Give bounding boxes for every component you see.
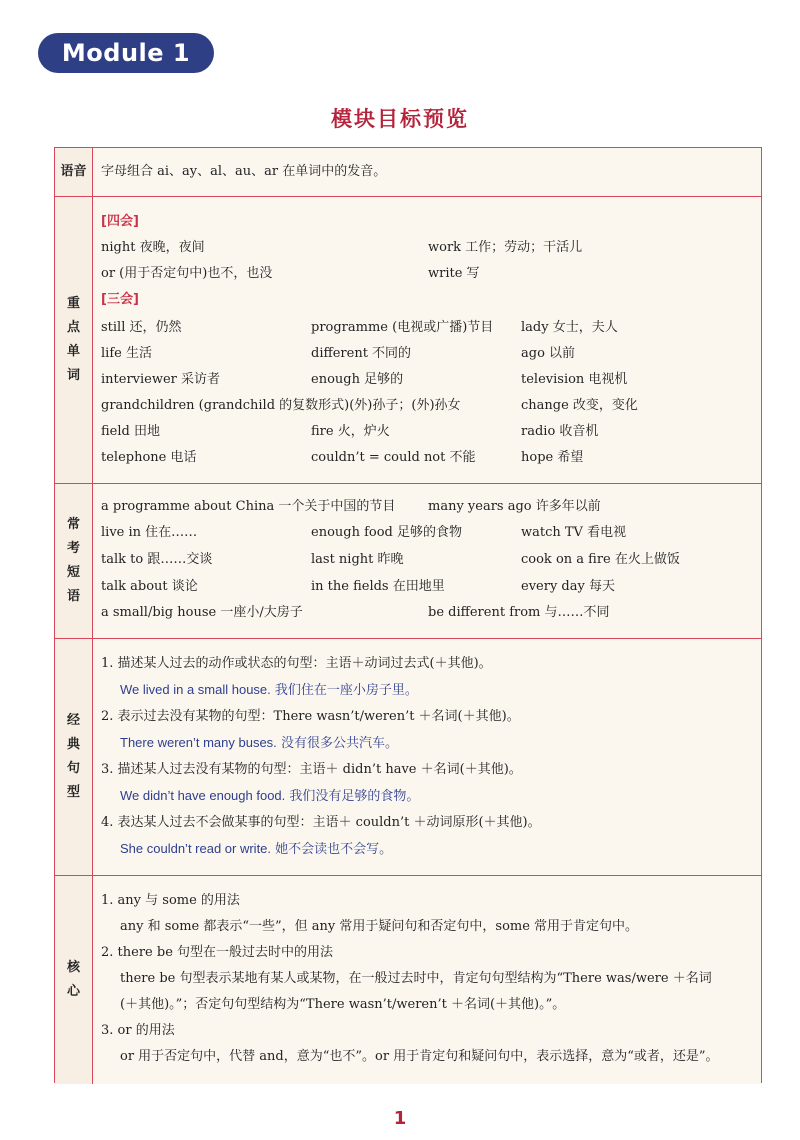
section-core xyxy=(55,875,761,1084)
word-row: night 夜晚，夜间 work 工作；劳动；干活儿 xyxy=(101,240,583,255)
phrase-row: talk to 跟……交谈 last night 昨晚 cook on a fire 在火上做饭 xyxy=(101,552,680,567)
section-label: 核 心 xyxy=(55,876,93,1084)
core-heading: 2. there be 句型在一般过去时中的用法 xyxy=(101,945,334,960)
sentence-rule: 1. 描述某人过去的动作或状态的句型：主语＋动词过去式(＋其他)。 xyxy=(101,656,492,671)
pronunciation-text: 字母组合 ai、ay、al、au、ar 在单词中的发音。 xyxy=(101,164,387,179)
word-row: or (用于否定句中)也不，也没 write 写 xyxy=(101,266,480,281)
section-label: 重 点 单 词 xyxy=(55,197,93,483)
section-key-words xyxy=(55,196,761,483)
core-heading: 3. or 的用法 xyxy=(101,1023,175,1038)
overview-table xyxy=(54,147,762,1083)
core-text: any 和 some 都表示“一些”，但 any 常用于疑问句和否定句中，some 常用于肯定句中。 xyxy=(120,919,639,934)
phrase-row: talk about 谈论 in the fields 在田地里 every day 每天 xyxy=(101,579,615,594)
core-heading: 1. any 与 some 的用法 xyxy=(101,893,240,908)
sentence-rule: 4. 表达某人过去不会做某事的句型：主语＋ couldn’t ＋动词原形(＋其他)。 xyxy=(101,815,541,830)
sentence-example: There weren’t many buses. 没有很多公共汽车。 xyxy=(120,735,398,751)
tag-four: [四会] xyxy=(101,214,139,229)
phrase-row: a programme about China 一个关于中国的节目 many years ago 许多年以前 xyxy=(101,499,601,514)
sentence-rule: 2. 表示过去没有某物的句型：There wasn’t/weren’t ＋名词(＋其他)。 xyxy=(101,709,520,724)
phrase-row: a small/big house 一座小/大房子 be different from 与……不同 xyxy=(101,605,610,620)
word-row: still 还，仍然 programme (电视或广播)节目 lady 女士，夫人 xyxy=(101,320,618,335)
word-row: grandchildren (grandchild 的复数形式)(外)孙子；(外)孙女 change 改变，变化 xyxy=(101,398,638,413)
sentence-example: We lived in a small house. 我们住在一座小房子里。 xyxy=(120,682,418,698)
section-pronunciation xyxy=(55,148,761,196)
sentence-example: We didn’t have enough food. 我们没有足够的食物。 xyxy=(120,788,420,804)
core-text: or 用于否定句中，代替 and，意为“也不”。or 用于肯定句和疑问句中，表示选择，意为“或者，还是”。 xyxy=(120,1049,719,1064)
section-label: 语音 xyxy=(55,148,93,196)
core-text: (＋其他)。”；否定句句型结构为“There wasn’t/weren’t ＋名词(＋其他)。”。 xyxy=(120,997,566,1012)
word-row: life 生活 different 不同的 ago 以前 xyxy=(101,346,576,361)
page-title: 模块目标预览 xyxy=(331,107,469,131)
tag-three: [三会] xyxy=(101,292,139,307)
module-badge: Module 1 xyxy=(38,33,214,73)
section-label: 经 典 句 型 xyxy=(55,639,93,875)
sentence-example: She couldn’t read or write. 她不会读也不会写。 xyxy=(120,841,393,857)
word-row: interviewer 采访者 enough 足够的 television 电视机 xyxy=(101,372,628,387)
section-phrases xyxy=(55,483,761,638)
sentence-rule: 3. 描述某人过去没有某物的句型：主语＋ didn’t have ＋名词(＋其他)。 xyxy=(101,762,522,777)
section-label: 常 考 短 语 xyxy=(55,484,93,638)
core-text: there be 句型表示某地有某人或某物，在一般过去时中，肯定句句型结构为“There was/were ＋名词 xyxy=(120,971,712,986)
section-sentences xyxy=(55,638,761,875)
phrase-row: live in 住在…… enough food 足够的食物 watch TV 看电视 xyxy=(101,525,627,540)
word-row: telephone 电话 couldn’t = could not 不能 hope 希望 xyxy=(101,450,584,465)
page-number: 1 xyxy=(393,1108,407,1129)
word-row: field 田地 fire 火，炉火 radio 收音机 xyxy=(101,424,599,439)
